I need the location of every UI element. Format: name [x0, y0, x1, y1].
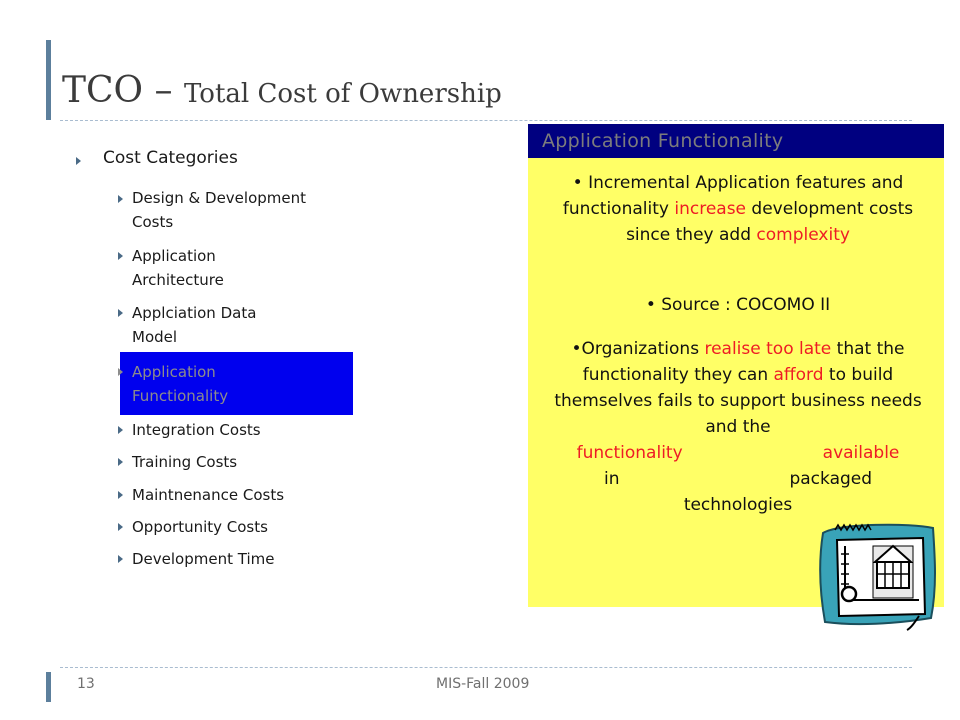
- bullet-arrow-icon: [118, 252, 123, 260]
- bullet-arrow-icon: [118, 555, 123, 563]
- title-main: TCO –: [62, 70, 184, 111]
- title-subtitle: Total Cost of Ownership: [183, 79, 502, 109]
- list-item: Integration Costs: [132, 421, 261, 439]
- footer-course: MIS-Fall 2009: [436, 676, 530, 692]
- bullet-arrow-icon: [118, 426, 123, 434]
- list-item: Opportunity Costs: [132, 518, 268, 536]
- bullet-arrow-icon: [118, 491, 123, 499]
- slide-number: 13: [77, 676, 95, 692]
- list-item: Design & Development Costs: [132, 189, 307, 231]
- panel-paragraph-3: •Organizations realise too late that the functionality they can afford to build themselves fails to support business needs and the functionality available in packaged technologies: [554, 339, 922, 515]
- panel-heading: Application Functionality: [542, 130, 784, 152]
- bullet-arrow-icon: [118, 309, 123, 317]
- list-item: Maintnenance Costs: [132, 486, 285, 504]
- panel-paragraph-2: • Source : COCOMO II: [645, 295, 831, 315]
- list-item: Development Time: [132, 550, 275, 568]
- list-item: Application Architecture: [132, 247, 224, 289]
- panel-paragraph-1: • Incremental Application features and functionality increase development costs since they add complexity: [562, 173, 914, 245]
- title-divider: [60, 120, 912, 121]
- bullet-arrow-icon: [118, 195, 123, 203]
- bullet-arrow-icon: [118, 523, 123, 531]
- bullet-arrow-icon: [118, 368, 123, 376]
- list-item-highlighted: Application Functionality: [132, 363, 229, 405]
- slide-title: [62, 70, 502, 111]
- bullet-arrow-icon: [118, 458, 123, 466]
- list-heading: Cost Categories: [103, 148, 238, 168]
- blueprint-clipart-icon: [815, 518, 940, 633]
- list-item: Applciation Data Model: [132, 304, 257, 346]
- bullet-arrow-icon: [76, 157, 81, 165]
- footer-accent-bar: [46, 672, 51, 702]
- footer-divider: [60, 667, 912, 668]
- title-accent-bar: [46, 40, 51, 120]
- list-item: Training Costs: [132, 453, 238, 471]
